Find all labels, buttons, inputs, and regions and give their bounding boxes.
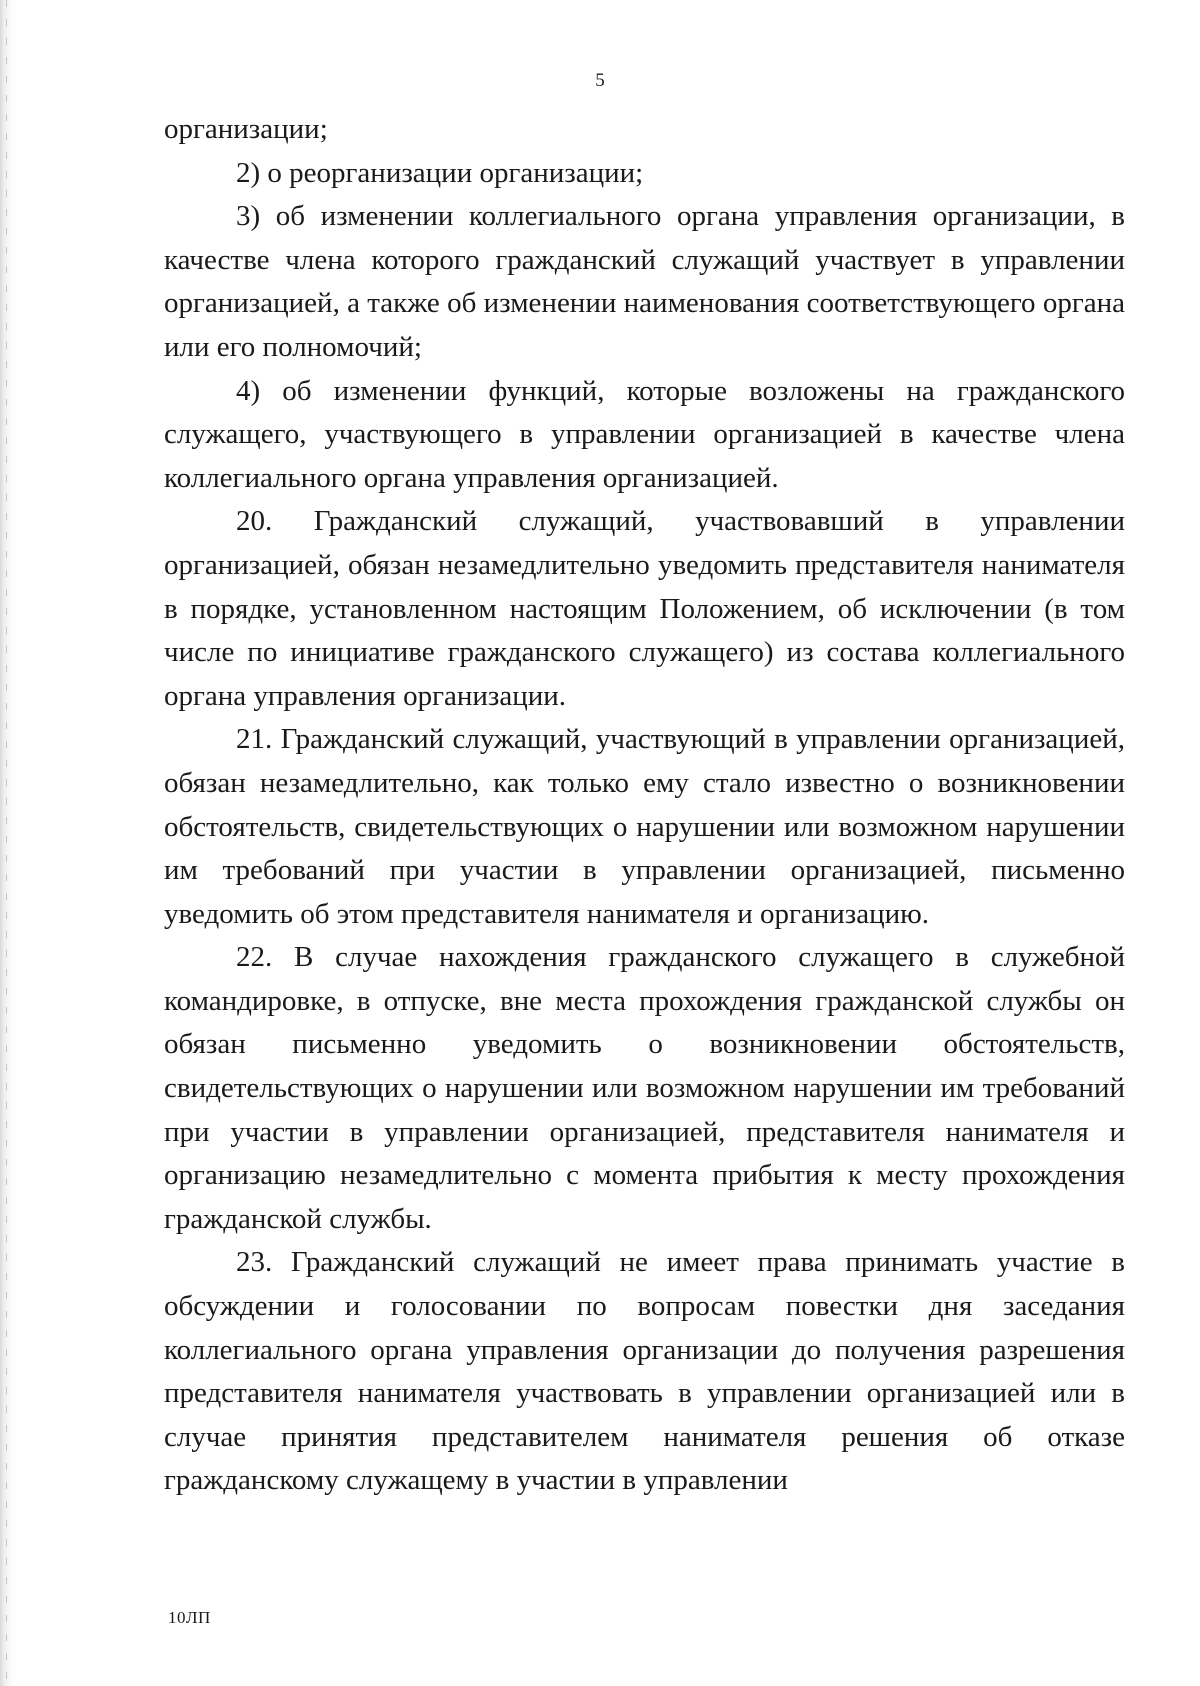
document-body: [164, 108, 1125, 1503]
paragraph-clause-22: 22. В случае нахождения гражданского служащего в служебной командировке, в отпуске, вне места прохождения гражданской службы он обязан письменно уведомить о возникновении обстоятельств, свидетельствующих о нарушении или возможном нарушении им требований при участии в управлении организацией, представителя нанимателя и организацию незамедлительно с момента прибытия к месту прохождения гражданской службы.: [164, 941, 1125, 1235]
paragraph-item-2: 2) о реорганизации организации;: [236, 156, 644, 189]
paragraph-clause-20: 20. Гражданский служащий, участвовавший в управлении организацией, обязан незамедлительно уведомить представителя нанимателя в порядке, установленном настоящим Положением, об исключении (в том числе по инициативе гражданского служащего) из состава коллегиального органа управления организации.: [164, 505, 1125, 712]
paragraph-clause-21: 21. Гражданский служащий, участвующий в управлении организацией, обязан незамедлительно, как только ему стало известно о возникновении обстоятельств, свидетельствующих о нарушении или возможном нарушении им требований при участии в управлении организацией, письменно уведомить об этом представителя нанимателя и организацию.: [164, 723, 1125, 930]
paragraph-clause-23: 23. Гражданский служащий не имеет права принимать участие в обсуждении и голосовании по вопросам повестки дня заседания коллегиального органа управления организации до получения разрешения представителя нанимателя участвовать в управлении организацией или в случае принятия представителем нанимателя решения об отказе гражданскому служащему в участии в управлении: [164, 1246, 1125, 1497]
footer-document-code: 10ЛП: [168, 1608, 211, 1627]
paragraph-item-4: 4) об изменении функций, которые возложены на гражданского служащего, участвующего в управлении организацией в качестве члена коллегиального органа управления организацией.: [164, 374, 1125, 494]
scan-edge: [0, 0, 14, 1686]
paragraph-continuation: организации;: [164, 113, 328, 145]
page-number: 5: [595, 70, 605, 91]
paragraph-item-3: 3) об изменении коллегиального органа управления организации, в качестве члена которого гражданский служащий участвует в управлении организацией, а также об изменении наименования соответствующего органа или его полномочий;: [164, 200, 1125, 363]
